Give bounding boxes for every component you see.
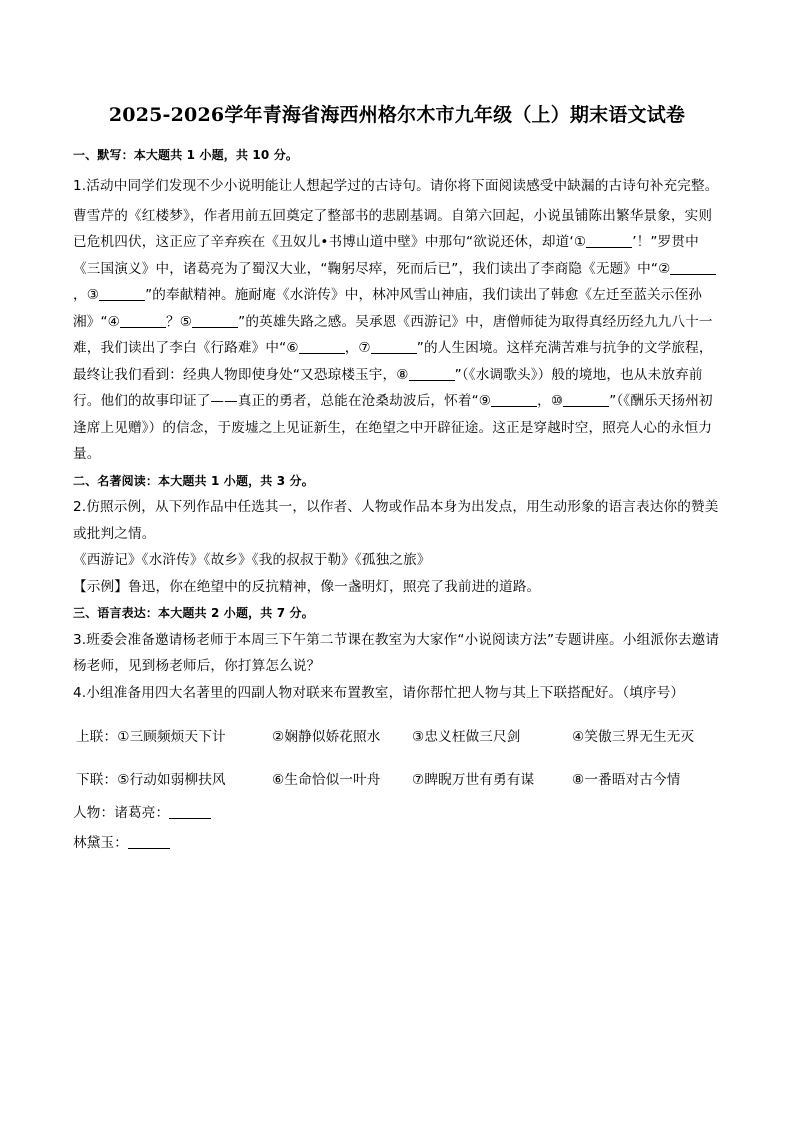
blank-10[interactable] [563, 392, 609, 407]
couplet-table [73, 708, 722, 794]
answer-line-lin-daiyu: 林黛玉： [73, 830, 723, 857]
page-title: 2025-2026学年青海省海西州格尔木市九年级（上）期末语文试卷 [108, 104, 686, 126]
section-header-classics: 二、名著阅读：本大题共 1 小题，共 3 分。 [73, 473, 314, 488]
blank-5[interactable] [192, 313, 238, 328]
blank-1[interactable] [586, 233, 632, 248]
lower-couplet-1: 下联：⑤行动如弱柳扶风 [76, 772, 226, 788]
blank-4[interactable] [120, 313, 166, 328]
upper-couplet-1: 上联：①三顾频烦天下计 [76, 729, 226, 745]
blank-6[interactable] [299, 339, 345, 354]
answer-blank-lin-daiyu[interactable] [128, 834, 170, 849]
upper-couplet-2: ②娴静似娇花照水 [272, 729, 381, 745]
question-4-stem: 4.小组准备用四大名著里的四副人物对联来布置教室，请你帮忙把人物与其上下联搭配好。（填序号） [73, 684, 685, 701]
upper-couplet-row [73, 708, 722, 766]
question-1-passage: 曹雪芹的《红楼梦》，作者用前五回奠定了整部书的悲剧基调。自第六回起，小说虽铺陈出繁华景象，实则已危机四伏，这正应了辛弃疾在《丑奴儿•书博山道中壁》中那句“欲说还休，却道‘① ’！”罗贯中《三国演义》中，诸葛亮为了蜀汉大业，“鞠躬尽瘁，死而后已”，我们读出了李商隐《无题》中“②，③ ”的奉献精神。施耐庵《水浒传》中，林冲风雪山神庙，我们读出了韩愈《左迁至蓝关示侄孙湘》“④ ？⑤ ”的英雄失路之感。吴承恩《西游记》中，唐僧师徒为取得真经历经九九八十一难，我们读出了李白《行路难》中“⑥ ，⑦ ”的人生困境。这样充满苦难与抗争的文学旅程，最终让我们看到：经典人物即使身处“又恐琼楼玉宇，⑧ ”（《水调歌头》）般的境地，也从未放弃前行。他们的故事印证了——真正的勇者，总能在沧桑劫波后，怀着“⑨ ，⑩ ”（《酬乐天扬州初逢席上见赠》）的信念，于废墟之上见证新生，在绝望之中开辟征途。这正是穿越时空，照亮人心的永恒力量。 [73, 203, 723, 468]
question-1-stem: 1.活动中同学们发现不少小说明能让人想起学过的古诗句。请你将下面阅读感受中缺漏的古诗句补充完整。 [73, 177, 719, 194]
question-3-stem: 3.班委会准备邀请杨老师于本周三下午第二节课在教室为大家作“小说阅读方法”专题讲座。小组派你去邀请杨老师，见到杨老师后，你打算怎么说？ [73, 631, 720, 674]
section-header-dictation: 一、默写：本大题共 1 小题，共 10 分。 [73, 148, 299, 162]
lower-couplet-2: ⑥生命恰似一叶舟 [272, 772, 381, 788]
lower-couplet-row [73, 766, 722, 794]
exam-content [73, 142, 723, 856]
question-2-example: 【示例】鲁迅，你在绝望中的反抗精神，像一盏明灯，照亮了我前进的道路。 [73, 578, 541, 595]
lower-couplet-4: ⑧一番晤对古今情 [572, 772, 681, 788]
upper-couplet-3: ③忠义枉做三尺剑 [412, 729, 521, 745]
question-2-stem: 2.仿照示例，从下列作品中任选其一，以作者、人物或作品本身为出发点，用生动形象的语言表达你的赞美或批判之情。 [73, 499, 719, 542]
question-2-works: 《西游记》《水浒传》《故乡》《我的叔叔于勒》《孤独之旅》 [73, 552, 431, 568]
blank-8[interactable] [409, 366, 455, 381]
blank-3[interactable] [99, 286, 145, 301]
blank-9[interactable] [491, 392, 537, 407]
blank-7[interactable] [371, 339, 417, 354]
answer-blank-zhuge-liang[interactable] [169, 804, 211, 819]
upper-couplet-4: ④笑傲三界无生无灭 [572, 729, 695, 745]
lower-couplet-3: ⑦睥睨万世有勇有谋 [412, 772, 535, 788]
answer-line-zhuge-liang: 人物：诸葛亮： [73, 800, 723, 827]
section-header-expression: 三、语言表达：本大题共 2 小题，共 7 分。 [73, 606, 314, 620]
blank-2[interactable] [670, 260, 716, 275]
